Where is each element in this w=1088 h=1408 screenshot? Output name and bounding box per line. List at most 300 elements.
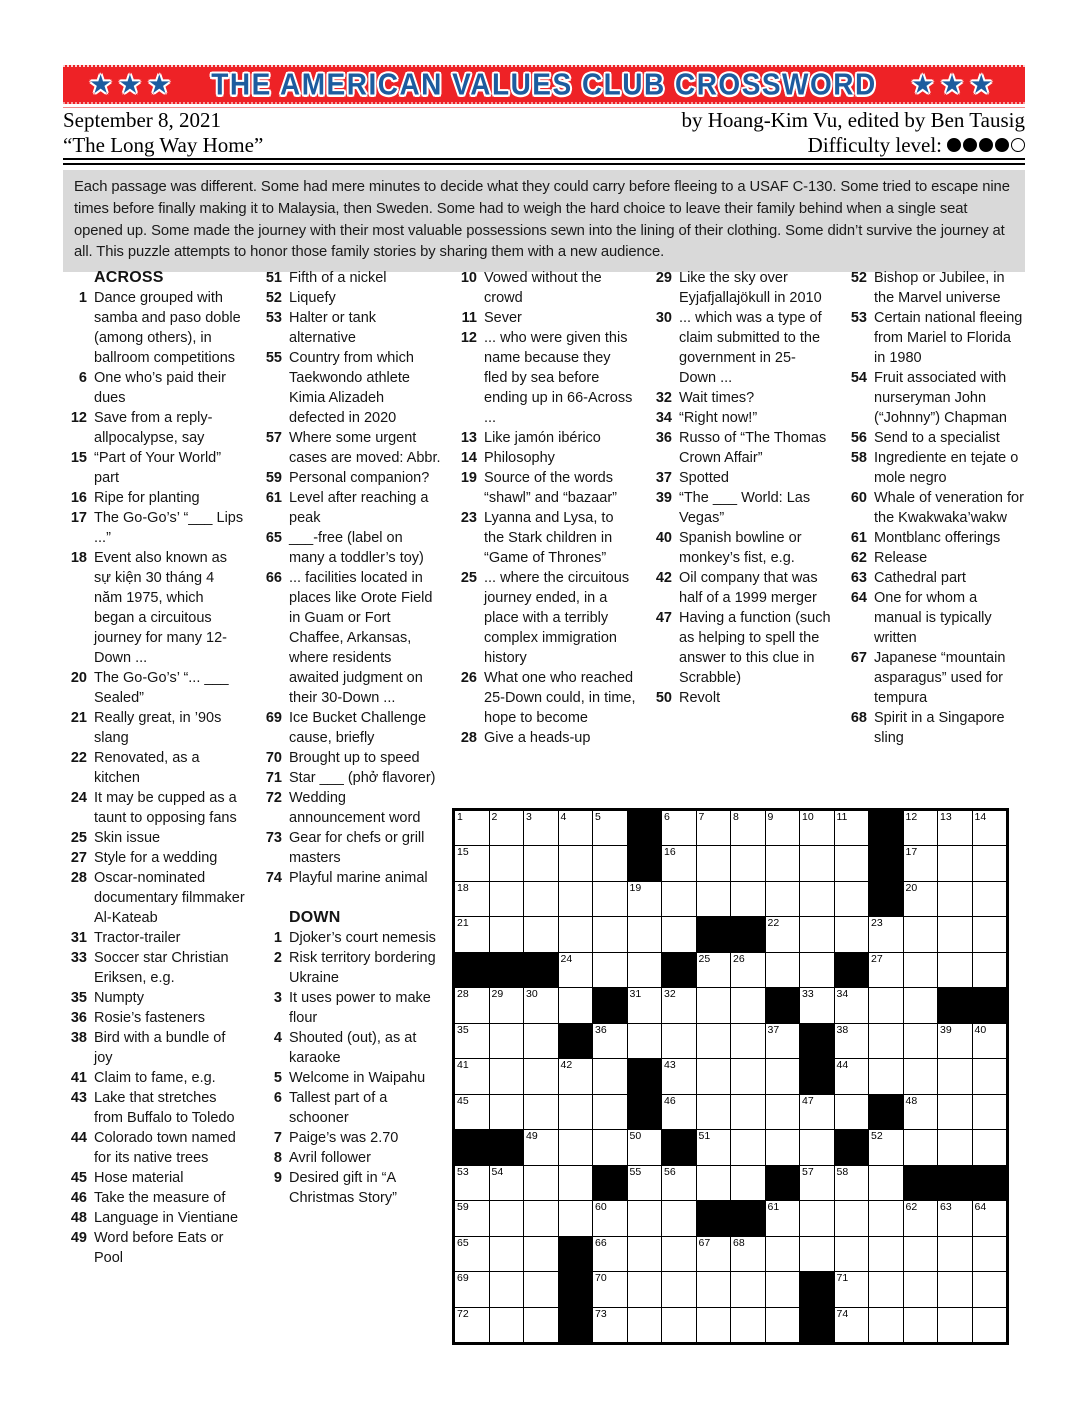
- grid-cell-r6c2[interactable]: [490, 988, 524, 1022]
- grid-cell-r1c3[interactable]: [524, 811, 558, 845]
- grid-cell-r8c8[interactable]: [697, 1059, 731, 1093]
- grid-cell-r14c16[interactable]: [973, 1272, 1007, 1306]
- clue-number: 61: [850, 530, 867, 546]
- across-clue-43: [63, 1088, 246, 1128]
- grid-cell-r14c14[interactable]: [904, 1272, 938, 1306]
- grid-cell-r8c13[interactable]: [869, 1059, 903, 1093]
- grid-cell-r9c1[interactable]: [455, 1095, 489, 1129]
- grid-cell-r9c5[interactable]: [593, 1095, 627, 1129]
- clue-number: 31: [70, 930, 87, 946]
- across-clue-70: [258, 748, 441, 768]
- divider-rule: [63, 158, 1025, 165]
- grid-cell-r12c14[interactable]: [904, 1201, 938, 1235]
- grid-cell-r6c9[interactable]: [731, 988, 765, 1022]
- clue-text: Like jamón ibérico: [484, 430, 601, 446]
- grid-cell-r8c9[interactable]: [731, 1059, 765, 1093]
- grid-cell-r13c10[interactable]: [766, 1237, 800, 1271]
- grid-cell-r6c7[interactable]: [662, 988, 696, 1022]
- grid-cell-r4c3[interactable]: [524, 917, 558, 951]
- grid-cell-r14c13[interactable]: [869, 1272, 903, 1306]
- clue-number: 52: [265, 290, 282, 306]
- grid-cell-r10c11[interactable]: [800, 1130, 834, 1164]
- down-clue-39: [648, 488, 831, 528]
- grid-cell-r9c11[interactable]: [800, 1095, 834, 1129]
- grid-cell-r3c7[interactable]: [662, 882, 696, 916]
- clue-number: 52: [850, 270, 867, 286]
- clue-text: Dance grouped with samba and paso doble (among others), in ballroom competitions: [94, 290, 241, 366]
- grid-cell-r14c1[interactable]: [455, 1272, 489, 1306]
- grid-cell-r3c12[interactable]: [835, 882, 869, 916]
- cell-number: 26: [733, 952, 745, 965]
- cell-number: 22: [767, 917, 780, 930]
- clue-number: 39: [655, 490, 672, 506]
- grid-cell-r14c7[interactable]: [662, 1272, 696, 1306]
- grid-cell-r13c2[interactable]: [490, 1237, 524, 1271]
- grid-cell-r12c15[interactable]: [938, 1201, 972, 1235]
- grid-cell-r3c8[interactable]: [697, 882, 731, 916]
- grid-cell-r14c3[interactable]: [524, 1272, 558, 1306]
- grid-cell-r9c16[interactable]: [973, 1095, 1007, 1129]
- clue-number: 59: [265, 470, 282, 486]
- grid-cell-r6c11[interactable]: [800, 988, 834, 1022]
- grid-cell-r14c12[interactable]: [835, 1272, 869, 1306]
- grid-cell-r8c10[interactable]: [766, 1059, 800, 1093]
- grid-cell-r12c10[interactable]: [766, 1201, 800, 1235]
- grid-cell-r13c14[interactable]: [904, 1237, 938, 1271]
- clue-text: ___-free (label on many a toddler’s toy): [289, 530, 424, 566]
- grid-cell-r8c14[interactable]: [904, 1059, 938, 1093]
- cell-number: 25: [698, 952, 711, 965]
- grid-cell-r13c16[interactable]: [973, 1237, 1007, 1271]
- cell-number: 45: [457, 1094, 469, 1107]
- grid-cell-r2c7[interactable]: [662, 846, 696, 880]
- clue-text: Ripe for planting: [94, 490, 200, 506]
- cell-number: 55: [629, 1165, 642, 1178]
- across-clue-57: [258, 428, 441, 468]
- grid-cell-r15c8[interactable]: [697, 1308, 731, 1342]
- grid-cell-r6c14[interactable]: [904, 988, 938, 1022]
- grid-cell-r13c15[interactable]: [938, 1237, 972, 1271]
- clue-number: 73: [265, 830, 282, 846]
- grid-cell-r13c5[interactable]: [593, 1237, 627, 1271]
- clue-number: 15: [70, 450, 87, 466]
- grid-cell-r3c4[interactable]: [559, 882, 593, 916]
- grid-cell-r10c8[interactable]: [697, 1130, 731, 1164]
- grid-cell-r12c12[interactable]: [835, 1201, 869, 1235]
- clue-number: 35: [70, 990, 87, 1006]
- grid-cell-r15c1[interactable]: [455, 1308, 489, 1342]
- grid-cell-r10c5[interactable]: [593, 1130, 627, 1164]
- cell-number: 71: [836, 1272, 849, 1285]
- grid-cell-r7c12[interactable]: [835, 1024, 869, 1058]
- cell-number: 21: [457, 917, 469, 930]
- grid-cell-r3c9[interactable]: [731, 882, 765, 916]
- grid-cell-r1c12[interactable]: [835, 811, 869, 845]
- clue-number: 74: [265, 870, 282, 886]
- cell-number: 1: [457, 811, 463, 823]
- across-clue-72: [258, 788, 441, 828]
- grid-cell-r1c9[interactable]: [731, 811, 765, 845]
- grid-cell-r2c15[interactable]: [938, 846, 972, 880]
- grid-cell-r7c5[interactable]: [593, 1024, 627, 1058]
- grid-cell-r9c14[interactable]: [904, 1095, 938, 1129]
- grid-cell-r2c14[interactable]: [904, 846, 938, 880]
- black-square: [628, 811, 662, 845]
- grid-cell-r12c7[interactable]: [662, 1201, 696, 1235]
- clue-text: Soccer star Christian Eriksen, e.g.: [94, 950, 229, 986]
- grid-cell-r11c1[interactable]: [455, 1166, 489, 1200]
- grid-cell-r1c16[interactable]: [973, 811, 1007, 845]
- grid-cell-r15c12[interactable]: [835, 1308, 869, 1342]
- grid-cell-r4c14[interactable]: [904, 917, 938, 951]
- clue-text: Wedding announcement word: [289, 790, 421, 826]
- down-clue-29: [648, 268, 831, 308]
- clue-text: Tractor-trailer: [94, 930, 181, 946]
- across-clue-59: [258, 468, 441, 488]
- across-clue-21: [63, 708, 246, 748]
- across-clue-51: [258, 268, 441, 288]
- grid-cell-r3c2[interactable]: [490, 882, 524, 916]
- down-clue-30: [648, 308, 831, 388]
- clue-number: 71: [265, 770, 282, 786]
- cell-number: 28: [457, 988, 469, 1001]
- cell-number: 58: [836, 1165, 849, 1178]
- across-clue-45: [63, 1168, 246, 1188]
- grid-cell-r5c16[interactable]: [973, 953, 1007, 987]
- grid-cell-r1c4[interactable]: [559, 811, 593, 845]
- clue-text: Language in Vientiane: [94, 1210, 239, 1226]
- grid-cell-r9c2[interactable]: [490, 1095, 524, 1129]
- down-clue-64: [843, 588, 1026, 648]
- down-clue-56: [843, 428, 1026, 448]
- grid-cell-r7c6[interactable]: [628, 1024, 662, 1058]
- grid-cell-r1c7[interactable]: [662, 811, 696, 845]
- grid-cell-r10c6[interactable]: [628, 1130, 662, 1164]
- grid-cell-r3c10[interactable]: [766, 882, 800, 916]
- grid-cell-r10c10[interactable]: [766, 1130, 800, 1164]
- grid-cell-r11c12[interactable]: [835, 1166, 869, 1200]
- grid-cell-r1c11[interactable]: [800, 811, 834, 845]
- grid-cell-r4c12[interactable]: [835, 917, 869, 951]
- grid-cell-r2c11[interactable]: [800, 846, 834, 880]
- grid-cell-r2c10[interactable]: [766, 846, 800, 880]
- grid-cell-r12c4[interactable]: [559, 1201, 593, 1235]
- grid-cell-r1c2[interactable]: [490, 811, 524, 845]
- grid-cell-r14c8[interactable]: [697, 1272, 731, 1306]
- masthead-left: [63, 108, 263, 158]
- grid-cell-r15c14[interactable]: [904, 1308, 938, 1342]
- down-clue-37: [648, 468, 831, 488]
- grid-cell-r10c3[interactable]: [524, 1130, 558, 1164]
- grid-cell-r9c12[interactable]: [835, 1095, 869, 1129]
- grid-cell-r12c5[interactable]: [593, 1201, 627, 1235]
- cell-number: 13: [940, 811, 952, 823]
- grid-cell-r8c3[interactable]: [524, 1059, 558, 1093]
- clue-list-heading-down: DOWN: [289, 909, 341, 926]
- grid-cell-r4c7[interactable]: [662, 917, 696, 951]
- clue-number: 33: [70, 950, 87, 966]
- grid-cell-r14c15[interactable]: [938, 1272, 972, 1306]
- grid-cell-r9c8[interactable]: [697, 1095, 731, 1129]
- grid-cell-r4c4[interactable]: [559, 917, 593, 951]
- grid-cell-r13c13[interactable]: [869, 1237, 903, 1271]
- grid-cell-r5c4[interactable]: [559, 953, 593, 987]
- cell-number: 2: [491, 811, 498, 823]
- grid-cell-r4c10[interactable]: [766, 917, 800, 951]
- grid-cell-r3c5[interactable]: [593, 882, 627, 916]
- grid-cell-r12c16[interactable]: [973, 1201, 1007, 1235]
- grid-cell-r5c14[interactable]: [904, 953, 938, 987]
- grid-cell-r8c15[interactable]: [938, 1059, 972, 1093]
- black-square: [904, 1166, 938, 1200]
- grid-cell-r1c5[interactable]: [593, 811, 627, 845]
- puzzle-date: September 8, 2021: [63, 108, 222, 132]
- grid-cell-r4c15[interactable]: [938, 917, 972, 951]
- grid-cell-r12c13[interactable]: [869, 1201, 903, 1235]
- grid-cell-r10c14[interactable]: [904, 1130, 938, 1164]
- grid-cell-r15c2[interactable]: [490, 1308, 524, 1342]
- grid-cell-r3c1[interactable]: [455, 882, 489, 916]
- across-clue-25: [63, 828, 246, 848]
- black-square: [800, 1308, 834, 1342]
- grid-cell-r15c16[interactable]: [973, 1308, 1007, 1342]
- grid-cell-r11c8[interactable]: [697, 1166, 731, 1200]
- grid-cell-r9c9[interactable]: [731, 1095, 765, 1129]
- black-square: [455, 953, 489, 987]
- grid-cell-r7c8[interactable]: [697, 1024, 731, 1058]
- grid-cell-r6c13[interactable]: [869, 988, 903, 1022]
- grid-cell-r13c9[interactable]: [731, 1237, 765, 1271]
- down-clue-25: [453, 568, 636, 668]
- grid-cell-r2c8[interactable]: [697, 846, 731, 880]
- grid-cell-r11c3[interactable]: [524, 1166, 558, 1200]
- grid-cell-r15c7[interactable]: [662, 1308, 696, 1342]
- grid-cell-r7c16[interactable]: [973, 1024, 1007, 1058]
- grid-cell-r2c16[interactable]: [973, 846, 1007, 880]
- grid-cell-r11c6[interactable]: [628, 1166, 662, 1200]
- grid-cell-r5c8[interactable]: [697, 953, 731, 987]
- grid-cell-r6c4[interactable]: [559, 988, 593, 1022]
- grid-cell-r4c16[interactable]: [973, 917, 1007, 951]
- grid-cell-r13c6[interactable]: [628, 1237, 662, 1271]
- grid-cell-r15c15[interactable]: [938, 1308, 972, 1342]
- grid-cell-r12c3[interactable]: [524, 1201, 558, 1235]
- grid-cell-r1c14[interactable]: [904, 811, 938, 845]
- grid-cell-r8c16[interactable]: [973, 1059, 1007, 1093]
- clue-text: Fifth of a nickel: [289, 270, 387, 286]
- grid-cell-r5c15[interactable]: [938, 953, 972, 987]
- grid-cell-r11c11[interactable]: [800, 1166, 834, 1200]
- grid-cell-r5c10[interactable]: [766, 953, 800, 987]
- grid-cell-r6c1[interactable]: [455, 988, 489, 1022]
- grid-cell-r7c10[interactable]: [766, 1024, 800, 1058]
- grid-cell-r8c12[interactable]: [835, 1059, 869, 1093]
- grid-cell-r1c1[interactable]: [455, 811, 489, 845]
- grid-cell-r9c3[interactable]: [524, 1095, 558, 1129]
- grid-cell-r12c1[interactable]: [455, 1201, 489, 1235]
- grid-cell-r14c5[interactable]: [593, 1272, 627, 1306]
- grid-cell-r11c4[interactable]: [559, 1166, 593, 1200]
- grid-cell-r14c2[interactable]: [490, 1272, 524, 1306]
- clue-text: Give a heads-up: [484, 730, 591, 746]
- black-square: [628, 1059, 662, 1093]
- black-square: [593, 1166, 627, 1200]
- grid-cell-r13c8[interactable]: [697, 1237, 731, 1271]
- grid-cell-r10c9[interactable]: [731, 1130, 765, 1164]
- grid-cell-r3c6[interactable]: [628, 882, 662, 916]
- grid-cell-r5c5[interactable]: [593, 953, 627, 987]
- clue-number: 58: [850, 450, 867, 466]
- grid-cell-r10c15[interactable]: [938, 1130, 972, 1164]
- grid-cell-r2c3[interactable]: [524, 846, 558, 880]
- grid-cell-r7c3[interactable]: [524, 1024, 558, 1058]
- clue-number: 8: [273, 1150, 282, 1166]
- grid-cell-r7c14[interactable]: [904, 1024, 938, 1058]
- grid-cell-r10c16[interactable]: [973, 1130, 1007, 1164]
- grid-cell-r14c9[interactable]: [731, 1272, 765, 1306]
- down-clue-53: [843, 308, 1026, 368]
- clue-text: What one who reached 25-Down could, in time, hope to become: [484, 670, 636, 726]
- grid-cell-r3c14[interactable]: [904, 882, 938, 916]
- grid-cell-r2c9[interactable]: [731, 846, 765, 880]
- down-clue-60: [843, 488, 1026, 528]
- grid-cell-r5c11[interactable]: [800, 953, 834, 987]
- cell-number: 36: [595, 1023, 607, 1036]
- grid-cell-r11c9[interactable]: [731, 1166, 765, 1200]
- grid-cell-r2c2[interactable]: [490, 846, 524, 880]
- down-clue-4: [258, 1028, 441, 1068]
- grid-cell-r8c5[interactable]: [593, 1059, 627, 1093]
- cell-number: 57: [802, 1165, 814, 1178]
- clue-number: 43: [70, 1090, 87, 1106]
- grid-cell-r8c1[interactable]: [455, 1059, 489, 1093]
- grid-cell-r15c3[interactable]: [524, 1308, 558, 1342]
- grid-cell-r11c2[interactable]: [490, 1166, 524, 1200]
- cell-number: 4: [560, 811, 567, 823]
- grid-cell-r15c6[interactable]: [628, 1308, 662, 1342]
- grid-cell-r12c6[interactable]: [628, 1201, 662, 1235]
- grid-cell-r2c1[interactable]: [455, 846, 489, 880]
- grid-cell-r9c15[interactable]: [938, 1095, 972, 1129]
- grid-cell-r11c13[interactable]: [869, 1166, 903, 1200]
- grid-cell-r13c11[interactable]: [800, 1237, 834, 1271]
- cell-number: 14: [974, 811, 987, 823]
- clue-number: 21: [70, 710, 87, 726]
- grid-cell-r4c13[interactable]: [869, 917, 903, 951]
- grid-cell-r3c11[interactable]: [800, 882, 834, 916]
- clue-text: Country from which Taekwondo athlete Kimia Alizadeh defected in 2020: [289, 350, 414, 426]
- cell-number: 61: [767, 1201, 780, 1214]
- grid-cell-r1c15[interactable]: [938, 811, 972, 845]
- grid-cell-r7c13[interactable]: [869, 1024, 903, 1058]
- grid-cell-r4c2[interactable]: [490, 917, 524, 951]
- grid-cell-r15c9[interactable]: [731, 1308, 765, 1342]
- clue-number: 16: [70, 490, 87, 506]
- clue-number: 44: [70, 1130, 87, 1146]
- grid-cell-r10c13[interactable]: [869, 1130, 903, 1164]
- grid-cell-r2c5[interactable]: [593, 846, 627, 880]
- grid-cell-r7c15[interactable]: [938, 1024, 972, 1058]
- clue-number: 30: [655, 310, 672, 326]
- black-square: [869, 811, 903, 845]
- grid-cell-r8c4[interactable]: [559, 1059, 593, 1093]
- grid-cell-r5c9[interactable]: [731, 953, 765, 987]
- grid-cell-r15c10[interactable]: [766, 1308, 800, 1342]
- grid-cell-r10c4[interactable]: [559, 1130, 593, 1164]
- grid-cell-r1c8[interactable]: [697, 811, 731, 845]
- grid-cell-r15c5[interactable]: [593, 1308, 627, 1342]
- cell-number: 29: [491, 988, 504, 1001]
- grid-cell-r7c7[interactable]: [662, 1024, 696, 1058]
- grid-cell-r3c15[interactable]: [938, 882, 972, 916]
- grid-cell-r6c8[interactable]: [697, 988, 731, 1022]
- grid-cell-r12c11[interactable]: [800, 1201, 834, 1235]
- black-square: [559, 1237, 593, 1271]
- grid-cell-r11c7[interactable]: [662, 1166, 696, 1200]
- cell-number: 23: [871, 917, 883, 930]
- clue-number: 34: [655, 410, 672, 426]
- grid-cell-r7c2[interactable]: [490, 1024, 524, 1058]
- grid-cell-r13c1[interactable]: [455, 1237, 489, 1271]
- clue-text: Spirit in a Singapore sling: [874, 710, 1005, 746]
- grid-cell-r5c13[interactable]: [869, 953, 903, 987]
- grid-cell-r4c11[interactable]: [800, 917, 834, 951]
- down-clue-50: [648, 688, 831, 708]
- across-clue-44: [63, 1128, 246, 1168]
- grid-cell-r2c12[interactable]: [835, 846, 869, 880]
- grid-cell-r5c6[interactable]: [628, 953, 662, 987]
- across-clue-71: [258, 768, 441, 788]
- grid-cell-r15c13[interactable]: [869, 1308, 903, 1342]
- cell-number: 50: [629, 1130, 642, 1143]
- grid-cell-r4c6[interactable]: [628, 917, 662, 951]
- cell-number: 5: [595, 811, 601, 823]
- black-square: [766, 1166, 800, 1200]
- black-square: [697, 1201, 731, 1235]
- grid-cell-r8c2[interactable]: [490, 1059, 524, 1093]
- grid-cell-r13c3[interactable]: [524, 1237, 558, 1271]
- grid-cell-r9c10[interactable]: [766, 1095, 800, 1129]
- grid-cell-r13c7[interactable]: [662, 1237, 696, 1271]
- grid-cell-r8c7[interactable]: [662, 1059, 696, 1093]
- grid-cell-r13c12[interactable]: [835, 1237, 869, 1271]
- masthead-right: [681, 108, 1025, 158]
- grid-cell-r9c7[interactable]: [662, 1095, 696, 1129]
- clue-number: 45: [70, 1170, 87, 1186]
- clue-text: Oscar-nominated documentary filmmaker Al-Kateab: [94, 870, 245, 926]
- grid-cell-r12c2[interactable]: [490, 1201, 524, 1235]
- grid-cell-r7c9[interactable]: [731, 1024, 765, 1058]
- grid-cell-r3c16[interactable]: [973, 882, 1007, 916]
- down-clue-11: [453, 308, 636, 328]
- grid-cell-r4c1[interactable]: [455, 917, 489, 951]
- grid-cell-r6c3[interactable]: [524, 988, 558, 1022]
- grid-cell-r9c4[interactable]: [559, 1095, 593, 1129]
- grid-cell-r1c10[interactable]: [766, 811, 800, 845]
- grid-cell-r2c4[interactable]: [559, 846, 593, 880]
- grid-cell-r3c3[interactable]: [524, 882, 558, 916]
- black-square: [662, 953, 696, 987]
- grid-cell-r14c6[interactable]: [628, 1272, 662, 1306]
- clue-text: Fruit associated with nurseryman John (“Johnny”) Chapman: [874, 370, 1007, 426]
- grid-cell-r4c5[interactable]: [593, 917, 627, 951]
- grid-cell-r6c6[interactable]: [628, 988, 662, 1022]
- grid-cell-r14c10[interactable]: [766, 1272, 800, 1306]
- black-square: [835, 953, 869, 987]
- grid-cell-r7c1[interactable]: [455, 1024, 489, 1058]
- grid-cell-r6c12[interactable]: [835, 988, 869, 1022]
- cell-number: 40: [974, 1023, 987, 1036]
